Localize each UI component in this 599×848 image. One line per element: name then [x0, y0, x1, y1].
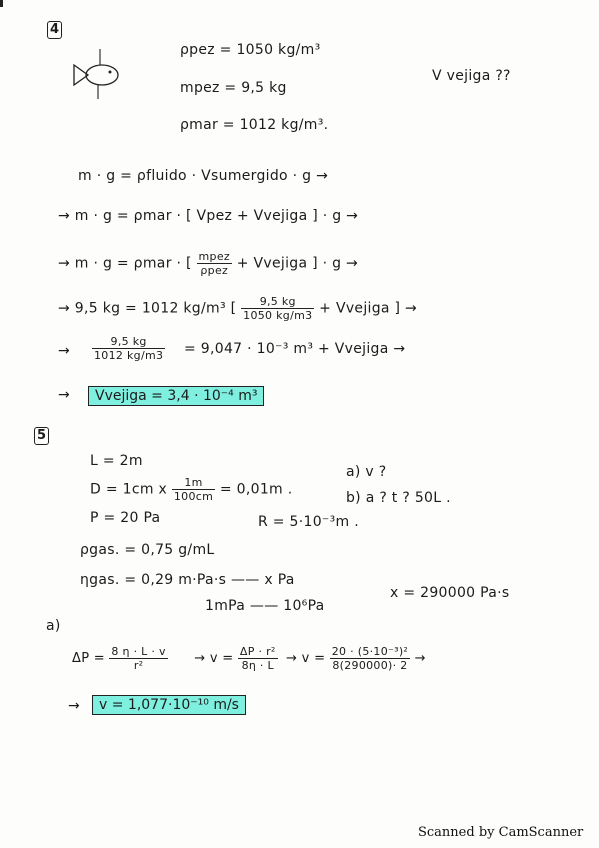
result-v-vejiga-highlight: Vvejiga = 3,4 · 10⁻⁴ m³	[88, 386, 264, 406]
fraction-cm-to-m	[172, 476, 215, 503]
fraction-velocity	[238, 645, 278, 672]
fraction-denominator: 8(290000)· 2	[332, 659, 408, 672]
velocity-substitution-start: → v =	[286, 651, 326, 666]
fraction-denominator: 100cm	[173, 490, 214, 503]
fraction-mpez-rhopez	[197, 250, 232, 277]
diameter-line	[90, 476, 292, 503]
part-a-label: a)	[46, 618, 61, 634]
poiseuille-equations	[72, 645, 426, 672]
fraction-mass-over-rhomar	[92, 335, 165, 362]
equation-line-4	[58, 295, 417, 322]
length-line: L = 2m	[90, 453, 143, 469]
diameter-end: = 0,01m .	[219, 481, 293, 498]
equation-line-1: m · g = ρfluido · Vsumergido · g →	[78, 168, 329, 184]
equation-line-3-end: + Vvejiga ] · g →	[236, 255, 359, 272]
problem-4-number: 4	[47, 21, 62, 39]
result-velocity-highlight: v = 1,077·10⁻¹⁰ m/s	[92, 695, 246, 715]
viscosity-line: ηgas. = 0,29 m·Pa·s —— x Pa	[80, 572, 295, 588]
fraction-denominator: 8η · L	[241, 659, 274, 672]
problem-5-number: 5	[34, 427, 49, 445]
unit-conversion-line: 1mPa —— 10⁶Pa	[205, 598, 325, 614]
fraction-numerator: mpez	[198, 250, 230, 263]
result-4-arrow: →	[58, 387, 71, 403]
radius-line: R = 5·10⁻³m .	[258, 514, 359, 530]
scanner-watermark: Scanned by CamScanner	[418, 825, 584, 840]
fraction-numerator: 1m	[172, 476, 215, 490]
equation-line-4-start: → 9,5 kg = 1012 kg/m³ [	[58, 300, 237, 317]
diameter-start: D = 1cm x	[90, 481, 168, 498]
fish-force-sketch	[70, 45, 122, 105]
scan-corner-mark	[0, 0, 3, 7]
fraction-denominator: ρpez	[200, 264, 229, 277]
rho-pez-line: ρpez = 1050 kg/m³	[180, 42, 321, 58]
question-v-vejiga: V vejiga ??	[432, 68, 511, 84]
m-pez-line: mpez = 9,5 kg	[180, 80, 287, 96]
viscosity-result: x = 290000 Pa·s	[390, 585, 510, 601]
fraction-numerator: 9,5 kg	[241, 295, 314, 309]
question-b: b) a ? t ? 50L .	[346, 490, 451, 506]
fraction-poiseuille	[109, 645, 167, 672]
delta-p-start: ΔP =	[72, 651, 105, 666]
fraction-denominator: r²	[133, 659, 144, 672]
equation-line-4-end: + Vvejiga ] →	[319, 300, 418, 317]
fraction-numerator: 8 η · L · v	[111, 645, 166, 658]
fraction-denominator: 1050 kg/m3	[243, 309, 313, 322]
velocity-start: → v =	[194, 651, 234, 666]
equation-line-5-end: = 9,047 · 10⁻³ m³ + Vvejiga →	[184, 340, 406, 357]
velocity-substitution-end: →	[414, 651, 426, 666]
fraction-denominator: 1012 kg/m3	[94, 349, 164, 362]
pressure-line: P = 20 Pa	[90, 510, 161, 526]
equation-line-3	[58, 250, 358, 277]
fraction-velocity-numeric	[330, 645, 410, 672]
equation-line-2: → m · g = ρmar · [ Vpez + Vvejiga ] · g →	[58, 208, 359, 224]
line-5-arrow: →	[58, 343, 71, 359]
equation-line-3-start: → m · g = ρmar · [	[58, 255, 192, 272]
rho-gas-line: ρgas. = 0,75 g/mL	[80, 542, 215, 558]
fraction-numerator: ΔP · r²	[239, 645, 276, 658]
result-5-arrow: →	[68, 698, 81, 714]
equation-line-5	[92, 335, 405, 362]
question-a: a) v ?	[346, 464, 387, 480]
rho-mar-line: ρmar = 1012 kg/m³.	[180, 117, 329, 133]
fraction-mass-density	[241, 295, 314, 322]
fraction-numerator: 9,5 kg	[92, 335, 165, 349]
fraction-numerator: 20 · (5·10⁻³)²	[331, 645, 409, 658]
